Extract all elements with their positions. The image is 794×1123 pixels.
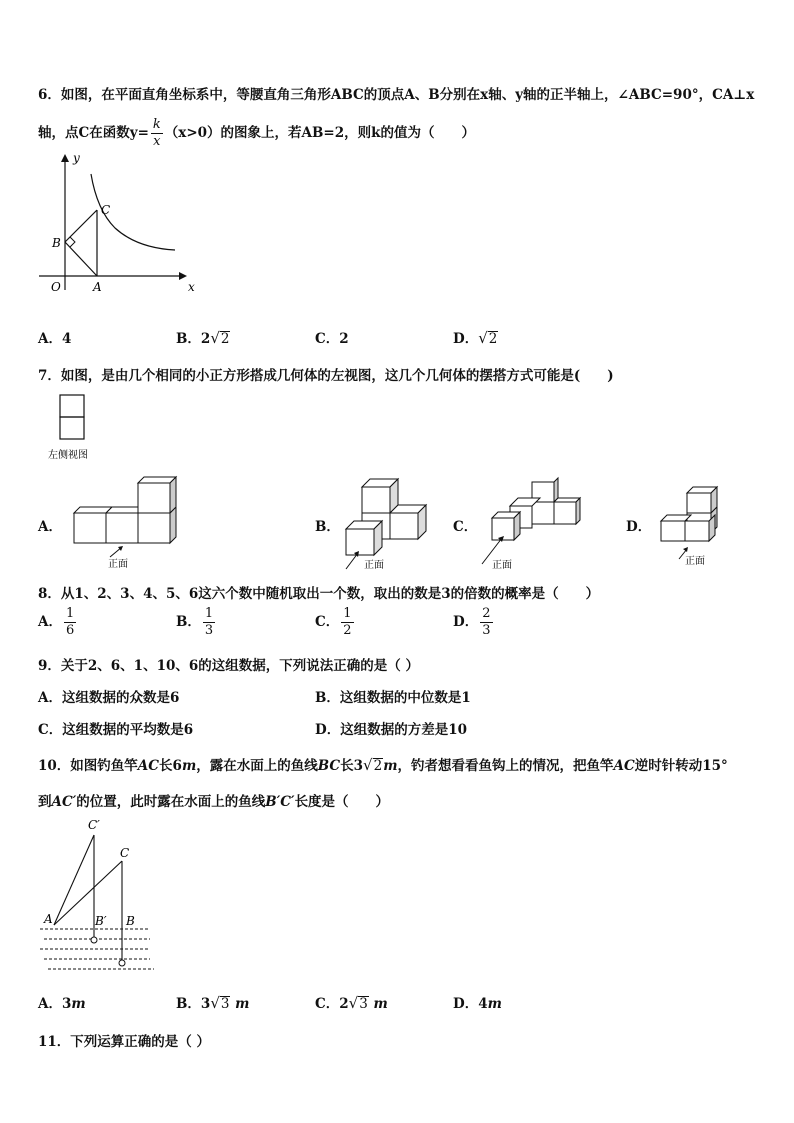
q8-c-num: 1 bbox=[343, 606, 352, 621]
q10-l1-d: m bbox=[181, 758, 197, 774]
q10-option-b: B．3 √ 3 m bbox=[176, 994, 250, 1012]
q10-a-unit: m bbox=[71, 996, 86, 1012]
q6-option-b-rad: 2 bbox=[220, 331, 230, 347]
q8-option-a bbox=[38, 606, 78, 639]
q10-option-c: C．2 √ 3 m bbox=[315, 994, 388, 1012]
q7-c-front: 正面 bbox=[492, 560, 512, 571]
q10-fig-A: A bbox=[44, 912, 53, 926]
q8-option-d bbox=[453, 606, 495, 639]
q10-option-d bbox=[453, 992, 502, 1012]
q8-a-den: 6 bbox=[65, 623, 75, 638]
q10-l2-b: AC′ bbox=[51, 794, 77, 810]
q8-option-c bbox=[315, 606, 356, 639]
q6-frac-den: x bbox=[153, 134, 161, 149]
q6-option-d-label: D． bbox=[453, 331, 479, 347]
q10-l1-i: ，钓者想看看鱼钩上的情况，把鱼竿 bbox=[397, 758, 614, 774]
q10-l2-a: 到 bbox=[38, 794, 52, 810]
q10-d-unit: m bbox=[487, 996, 502, 1012]
q8-option-c-label: C． bbox=[315, 614, 340, 630]
q10-l2-e: 长度是（ ） bbox=[294, 794, 390, 810]
q7-a-front: 正面 bbox=[108, 559, 128, 570]
q6-fig-x: x bbox=[188, 280, 195, 294]
q7-left-view bbox=[48, 393, 108, 463]
q10-line2 bbox=[38, 790, 389, 810]
q7-view-caption: 左侧视图 bbox=[48, 450, 88, 461]
q10-fig-Bp: B′ bbox=[95, 914, 107, 928]
q8-d-num: 2 bbox=[482, 606, 491, 621]
q7-d-front: 正面 bbox=[685, 556, 705, 567]
q7-option-a-figure bbox=[70, 475, 190, 570]
q8-option-b bbox=[176, 606, 217, 639]
q9-option-a: A．这组数据的众数是6 bbox=[38, 690, 180, 706]
q7-option-b-label: B． bbox=[315, 519, 340, 535]
q7-option-b-figure bbox=[340, 473, 440, 573]
q6-option-d-rad: 2 bbox=[488, 331, 498, 347]
q10-l1-rad: 2 bbox=[373, 758, 383, 774]
q10-l1-e: ，露在水面上的鱼线 bbox=[196, 758, 318, 774]
q8-a-num: 1 bbox=[65, 606, 75, 621]
q9-text: 9．关于2、6、1、10、6的这组数据，下列说法正确的是（ ） bbox=[38, 658, 419, 674]
q7-option-d-figure bbox=[655, 483, 735, 571]
q10-l1-b: AC bbox=[137, 758, 160, 774]
q10-l1-j: AC bbox=[613, 758, 635, 774]
q10-l2-c: 的位置，此时露在水面上的鱼线 bbox=[76, 794, 266, 810]
q6-fig-B: B bbox=[52, 236, 61, 250]
q10-fig-Cp: C′ bbox=[88, 818, 100, 832]
q6-fraction bbox=[151, 117, 163, 150]
q10-d-label: D．4 bbox=[453, 996, 488, 1012]
q6-line1: 6．如图，在平面直角坐标系中，等腰直角三角形ABC的顶点A、B分别在x轴、y轴的正半轴上，∠ABC=90°，CA⊥x bbox=[38, 87, 755, 103]
q6-figure bbox=[35, 150, 205, 300]
q10-b-unit: m bbox=[235, 996, 250, 1012]
q8-b-num: 1 bbox=[204, 606, 214, 621]
q7-option-d-label: D． bbox=[626, 519, 652, 535]
q8-b-den: 3 bbox=[204, 623, 214, 638]
q6-option-c: C．2 bbox=[315, 331, 349, 347]
q10-l1-a: 10．如图钓鱼竿 bbox=[38, 758, 138, 774]
q9-option-c: C．这组数据的平均数是6 bbox=[38, 722, 194, 738]
q10-a-label: A．3 bbox=[38, 996, 72, 1012]
q6-fig-y: y bbox=[73, 151, 80, 165]
q10-l1-g: 长3 bbox=[340, 758, 364, 774]
q6-fig-O: O bbox=[51, 280, 61, 294]
q7-text: 7．如图，是由几个相同的小正方形搭成几何体的左视图，这几个几何体的摆搭方式可能是( ) bbox=[38, 368, 614, 384]
q6-option-a: A．4 bbox=[38, 331, 72, 347]
q6-option-d: D． √ 2 bbox=[453, 329, 498, 347]
q8-option-b-label: B． bbox=[176, 614, 201, 630]
q6-line2-pre: 轴，点C在函数y= bbox=[38, 125, 149, 141]
q10-figure bbox=[38, 815, 158, 975]
q6-frac-num: k bbox=[152, 117, 161, 132]
q10-l1-k: 逆时针转动15° bbox=[634, 758, 728, 774]
q10-fig-B: B bbox=[126, 914, 135, 928]
q6-fig-A: A bbox=[93, 280, 102, 294]
q10-c-unit: m bbox=[373, 996, 388, 1012]
q10-c-rad: 3 bbox=[359, 996, 368, 1012]
q7-option-c-label: C． bbox=[453, 519, 478, 535]
q7-option-c-figure bbox=[480, 476, 590, 572]
q8-c-den: 2 bbox=[343, 623, 352, 638]
q6-option-b: B．2 √ 2 bbox=[176, 329, 230, 347]
q10-b-label: B．3 bbox=[176, 996, 211, 1012]
q10-b-rad: 3 bbox=[220, 996, 230, 1012]
q10-l1-f: BC bbox=[317, 758, 341, 774]
q10-line1: 10．如图钓鱼竿AC长6m，露在水面上的鱼线BC长3 √ 2 m，钓者想看看鱼钩上的情况，把鱼竿AC逆时针转动15° bbox=[38, 756, 728, 774]
q10-option-a bbox=[38, 992, 86, 1012]
q8-d-den: 3 bbox=[482, 623, 491, 638]
q7-b-front: 正面 bbox=[364, 560, 384, 571]
q8-text: 8．从1、2、3、4、5、6这六个数中随机取出一个数，取出的数是3的倍数的概率是（ ） bbox=[38, 586, 600, 602]
q6-fig-C: C bbox=[101, 203, 111, 217]
q10-l1-h: m bbox=[383, 758, 398, 774]
q9-option-b: B．这组数据的中位数是1 bbox=[315, 690, 471, 706]
q6-line2-post: （x>0）的图象上，若AB=2，则k的值为（ ） bbox=[164, 125, 475, 141]
q6-line2 bbox=[38, 117, 475, 150]
q10-l1-c: 长6 bbox=[159, 758, 182, 774]
q9-option-d: D．这组数据的方差是10 bbox=[315, 722, 467, 738]
q6-option-b-label: B．2 bbox=[176, 331, 211, 347]
q10-c-label: C．2 bbox=[315, 996, 349, 1012]
q8-option-a-label: A． bbox=[38, 614, 62, 630]
q8-option-d-label: D． bbox=[453, 614, 479, 630]
q10-l2-d: B′C′ bbox=[265, 794, 295, 810]
q10-fig-C: C bbox=[120, 846, 130, 860]
q7-option-a-label: A． bbox=[38, 519, 62, 535]
q11-text: 11．下列运算正确的是（ ） bbox=[38, 1034, 210, 1050]
